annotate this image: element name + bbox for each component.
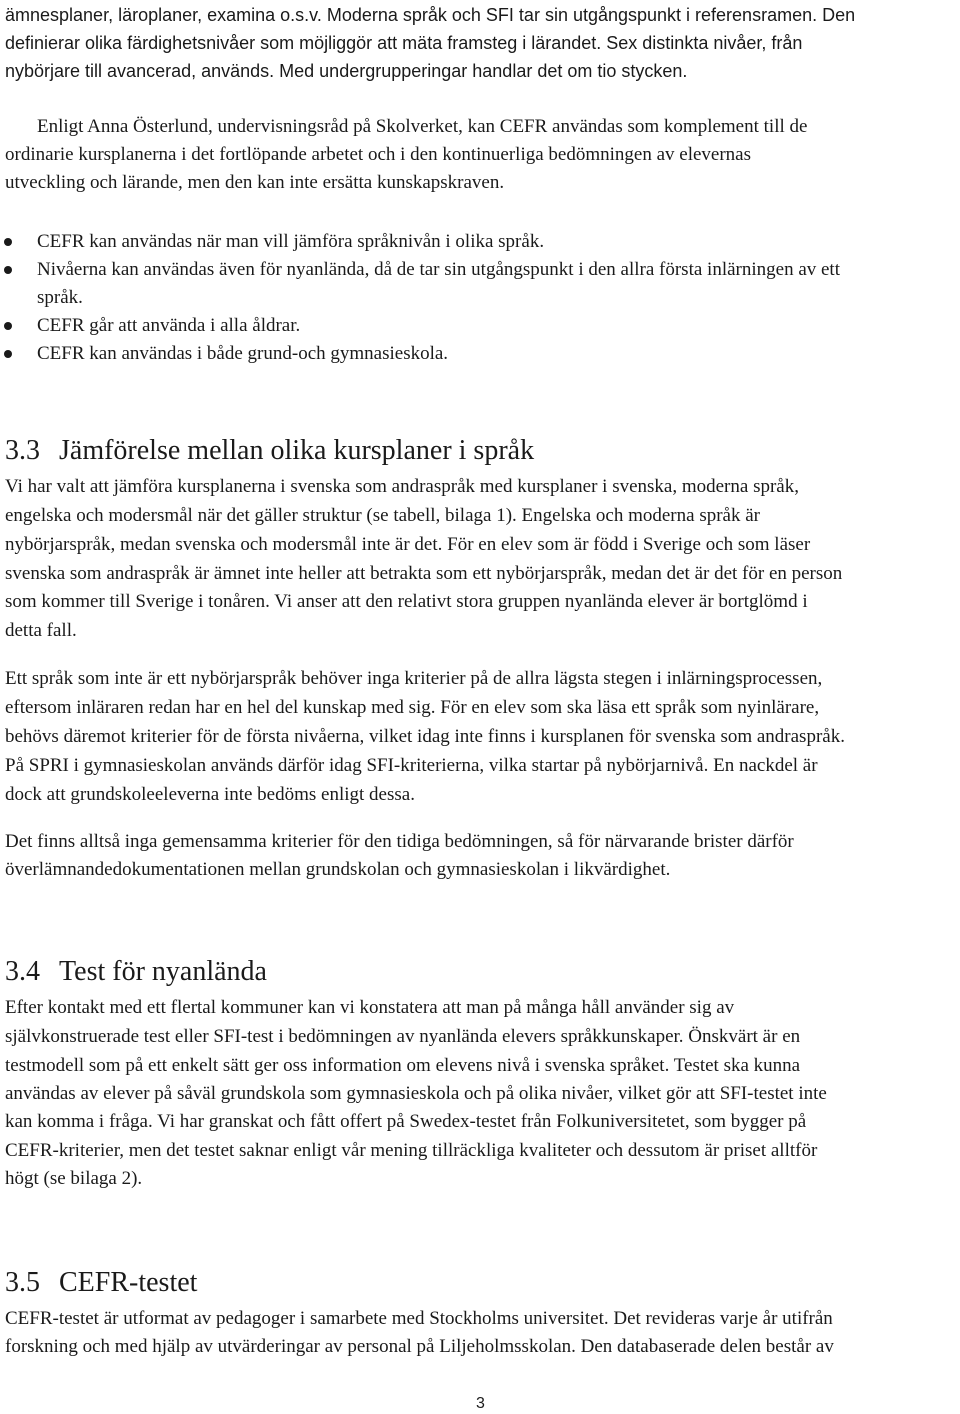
quote-line: ordinarie kursplanerna i det fortlöpande arbetet och i den kontinuerliga bedömningen av elevernas	[5, 144, 752, 165]
text-line: engelska och modersmål när det gäller struktur (se tabell, bilaga 1). Engelska och moderna språk är	[5, 505, 760, 526]
list-item: CEFR går att använda i alla åldrar.	[37, 315, 301, 336]
intro-line: nybörjare till avancerad, används. Med undergrupperingar handlar det om tio stycken.	[5, 61, 688, 81]
bullet-icon	[4, 350, 12, 358]
intro-line: ämnesplaner, läroplaner, examina o.s.v. Moderna språk och SFI tar sin utgångspunkt i referensramen. Den	[5, 5, 856, 25]
text-line: eftersom inläraren redan har en hel del kunskap med sig. För en elev som ska läsa ett språk som nyinlärare,	[5, 697, 820, 718]
section-number: 3.4	[5, 956, 40, 987]
section-title: Test för nyanlända	[59, 956, 267, 987]
section-heading-3-4	[5, 955, 267, 989]
text-line: självkonstruerade test eller SFI-test i bedömningen av nyanlända elevers språkkunskaper. Önskvärt är en	[5, 1026, 801, 1047]
text-line: Efter kontakt med ett flertal kommuner kan vi konstatera att man på många håll använder sig av	[5, 997, 735, 1018]
text-line: På SPRI i gymnasieskolan används därför idag SFI-kriterierna, vilka startar på nybörjarnivå. En nackdel är	[5, 755, 818, 776]
list-item-continuation: språk.	[37, 287, 83, 308]
section-number: 3.3	[5, 435, 40, 466]
quote-line: Enligt Anna Österlund, undervisningsråd på Skolverket, kan CEFR användas som komplement till de	[37, 116, 808, 137]
text-line: detta fall.	[5, 620, 77, 641]
text-line: behövs däremot kriterier för de första nivåerna, vilket idag inte finns i kursplanen för svenska som andraspråk.	[5, 726, 845, 747]
text-line: Vi har valt att jämföra kursplanerna i svenska som andraspråk med kursplaner i svenska, moderna språk,	[5, 476, 799, 497]
text-line: Det finns alltså inga gemensamma kriterier för den tidiga bedömningen, så för närvarande brister därför	[5, 831, 794, 852]
section-heading-3-3	[5, 434, 534, 468]
section-heading-3-5	[5, 1266, 197, 1300]
text-line: som kommer till Sverige i tonåren. Vi anser att den relativt stora gruppen nyanlända elever är bortglömd i	[5, 591, 808, 612]
text-line: testmodell som på ett enkelt sätt ger oss information om elevens nivå i svenska språket. Testet ska kunna	[5, 1055, 801, 1076]
list-item: CEFR kan användas när man vill jämföra språknivån i olika språk.	[37, 231, 545, 252]
section-number: 3.5	[5, 1267, 40, 1298]
intro-line: definierar olika färdighetsnivåer som möjliggör att mäta framsteg i lärandet. Sex distinkta nivåer, från	[5, 33, 803, 53]
text-line: högt (se bilaga 2).	[5, 1168, 143, 1189]
page-number: 3	[476, 1395, 485, 1412]
bullet-icon	[4, 322, 12, 330]
section-title: CEFR-testet	[59, 1267, 198, 1298]
bullet-icon	[4, 266, 12, 274]
bullet-icon	[4, 238, 12, 246]
text-line: forskning och med hjälp av utvärderingar av personal på Liljeholmsskolan. Den databaserade delen består av	[5, 1336, 834, 1357]
text-line: nybörjarspråk, medan svenska och modersmål inte är det. För en elev som är född i Sverige och som läser	[5, 534, 811, 555]
text-line: användas av elever på såväl grundskola som gymnasieskola och på olika nivåer, vilket gör att SFI-testet inte	[5, 1083, 827, 1104]
text-line: svenska som andraspråk är ämnet inte heller att betrakta som ett nybörjarspråk, medan det är det för en person	[5, 563, 843, 584]
text-line: överlämnandedokumentationen mellan grundskolan och gymnasieskolan i likvärdighet.	[5, 859, 671, 880]
text-line: CEFR-kriterier, men det testet saknar enligt vår mening tillräckliga kvaliteter och dessutom är priset alltför	[5, 1140, 818, 1161]
text-line: kan komma i fråga. Vi har granskat och fått offert på Swedex-testet från Folkuniversitetet, som bygger på	[5, 1111, 807, 1132]
text-line: Ett språk som inte är ett nybörjarspråk behöver inga kriterier på de allra lägsta stegen i inlärningsprocessen,	[5, 668, 823, 689]
quote-line: utveckling och lärande, men den kan inte ersätta kunskapskraven.	[5, 172, 505, 193]
section-title: Jämförelse mellan olika kursplaner i språk	[59, 435, 535, 466]
list-item: Nivåerna kan användas även för nyanlända, då de tar sin utgångspunkt i den allra första inlärningen av ett	[37, 259, 840, 280]
text-line: CEFR-testet är utformat av pedagoger i samarbete med Stockholms universitet. Det revideras varje år utifrån	[5, 1308, 833, 1329]
text-line: dock att grundskoleeleverna inte bedöms enligt dessa.	[5, 784, 415, 805]
list-item: CEFR kan användas i både grund-och gymnasieskola.	[37, 343, 449, 364]
